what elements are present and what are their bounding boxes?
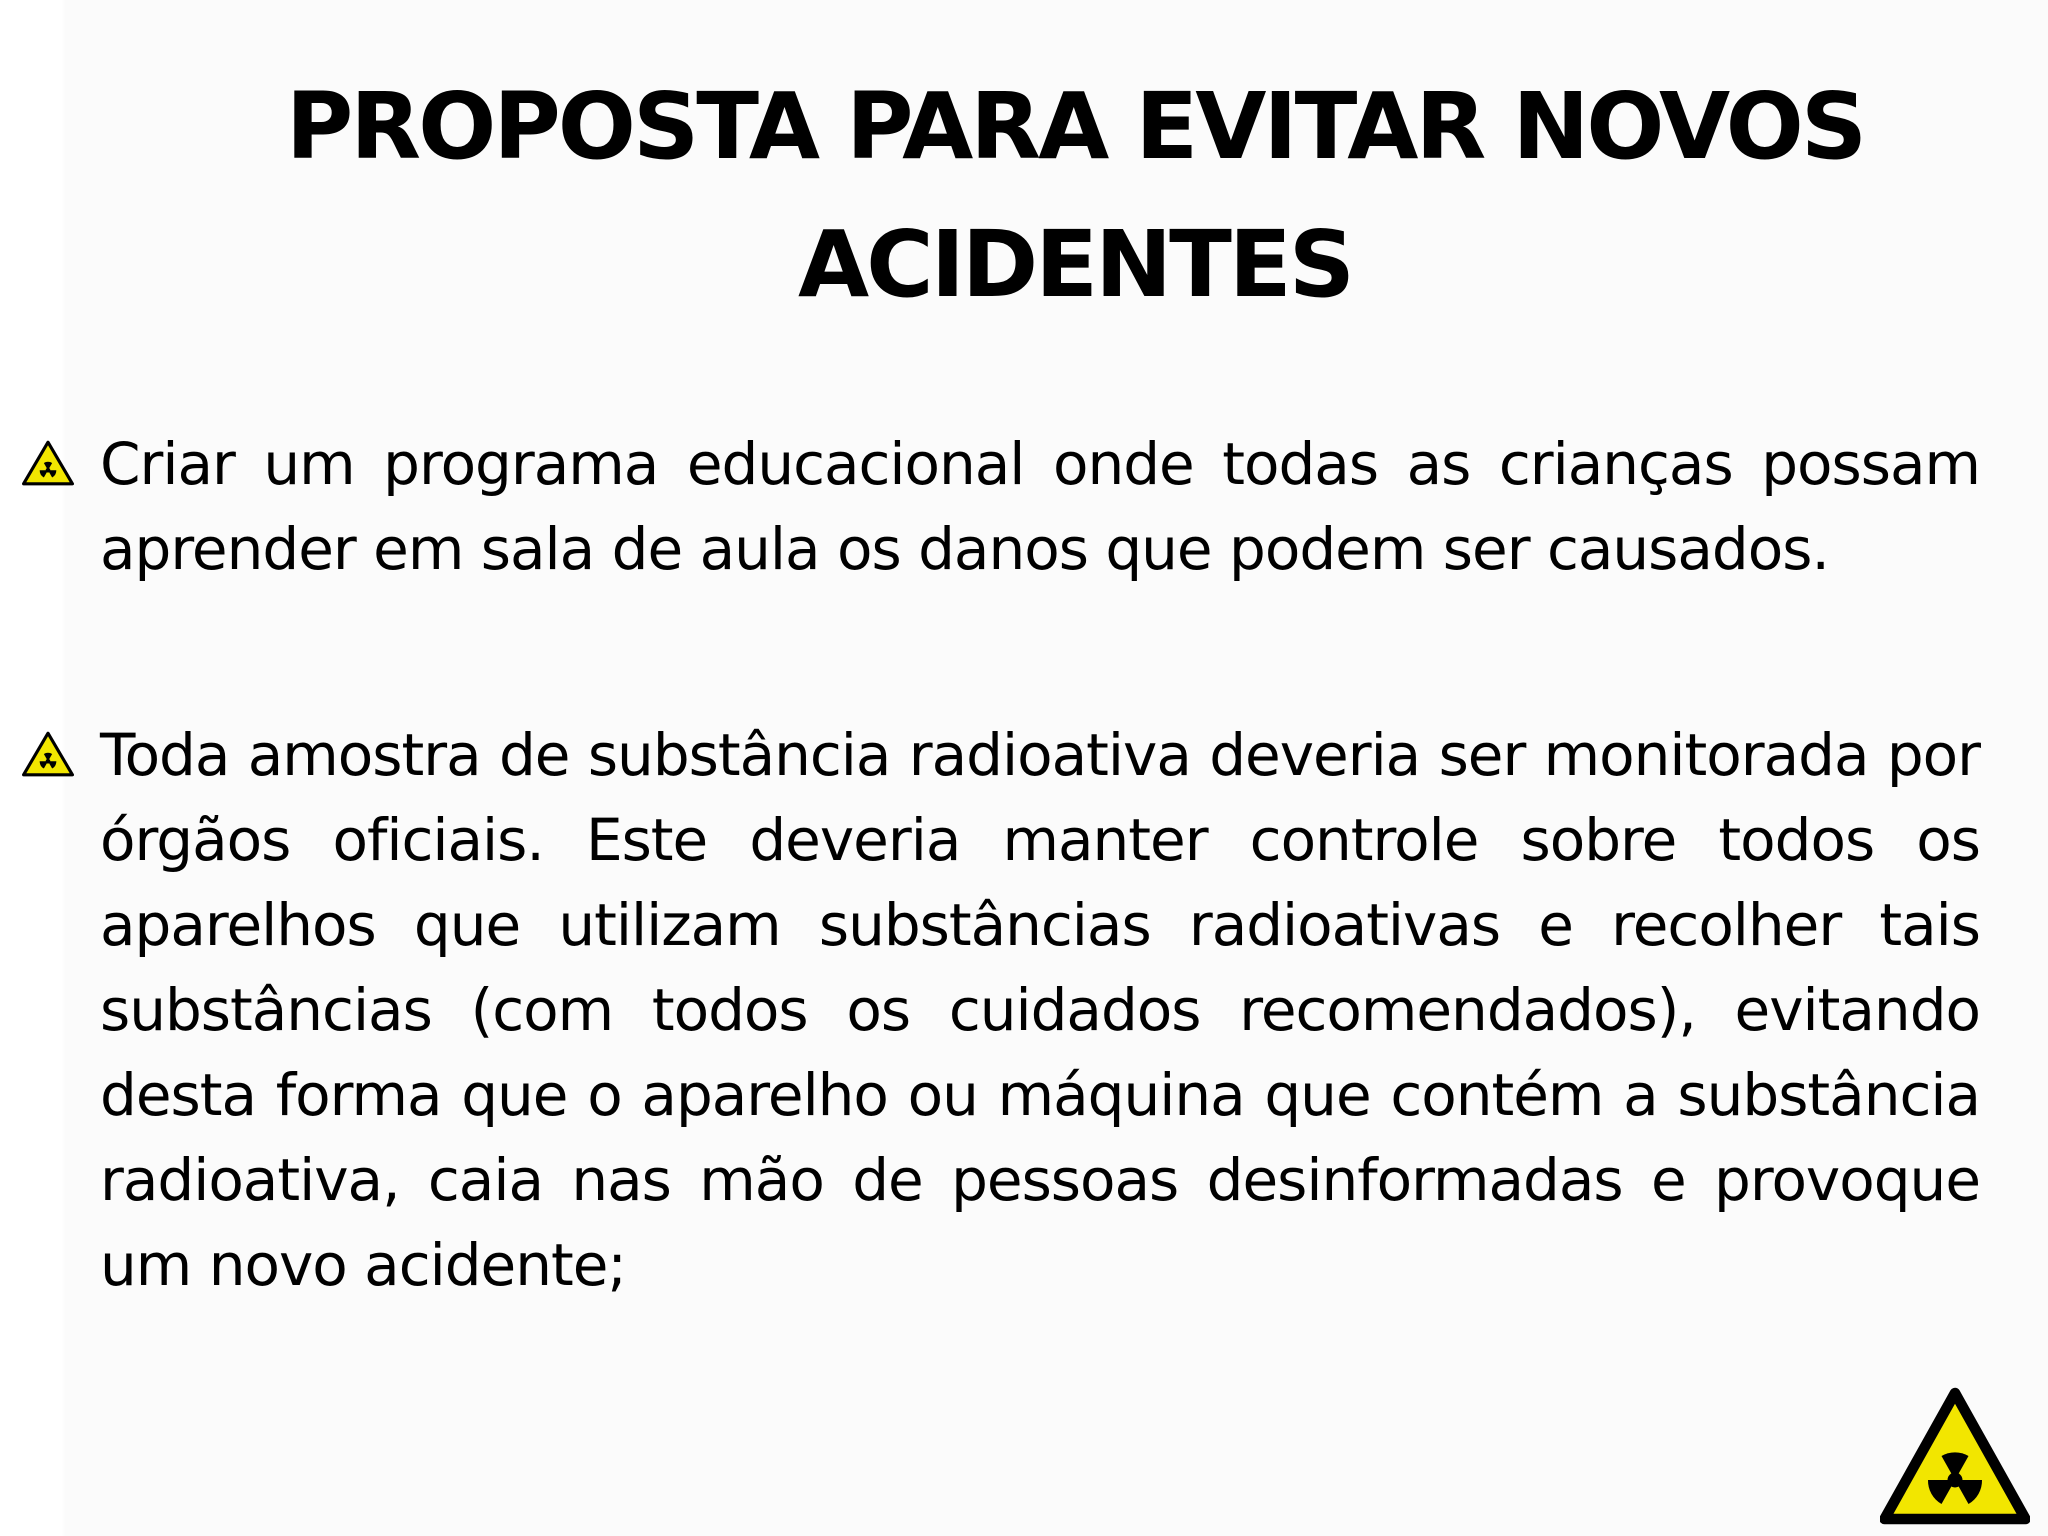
slide-title: PROPOSTA PARA EVITAR NOVOS ACIDENTES xyxy=(285,73,1865,318)
radiation-warning-icon xyxy=(1880,1386,2030,1526)
bullet-text-2: Toda amostra de substância radioativa deveria ser monitorada por órgãos oficiais. Este deveria manter controle sobre todos os aparelhos que utilizam substâncias radioativas e recolher tais substâncias (com todos os cuidados recomendados), evitando desta forma que o aparelho ou máquina que contém a substância radioativa, caia nas mão de pessoas desinformadas e provoque um novo acidente; xyxy=(100,721,1980,1299)
radiation-warning-icon xyxy=(22,731,74,777)
radiation-warning-icon xyxy=(22,440,74,486)
bullet-text-1: Criar um programa educacional onde todas as crianças possam aprender em sala de aula os danos que podem ser causados. xyxy=(100,430,1980,583)
